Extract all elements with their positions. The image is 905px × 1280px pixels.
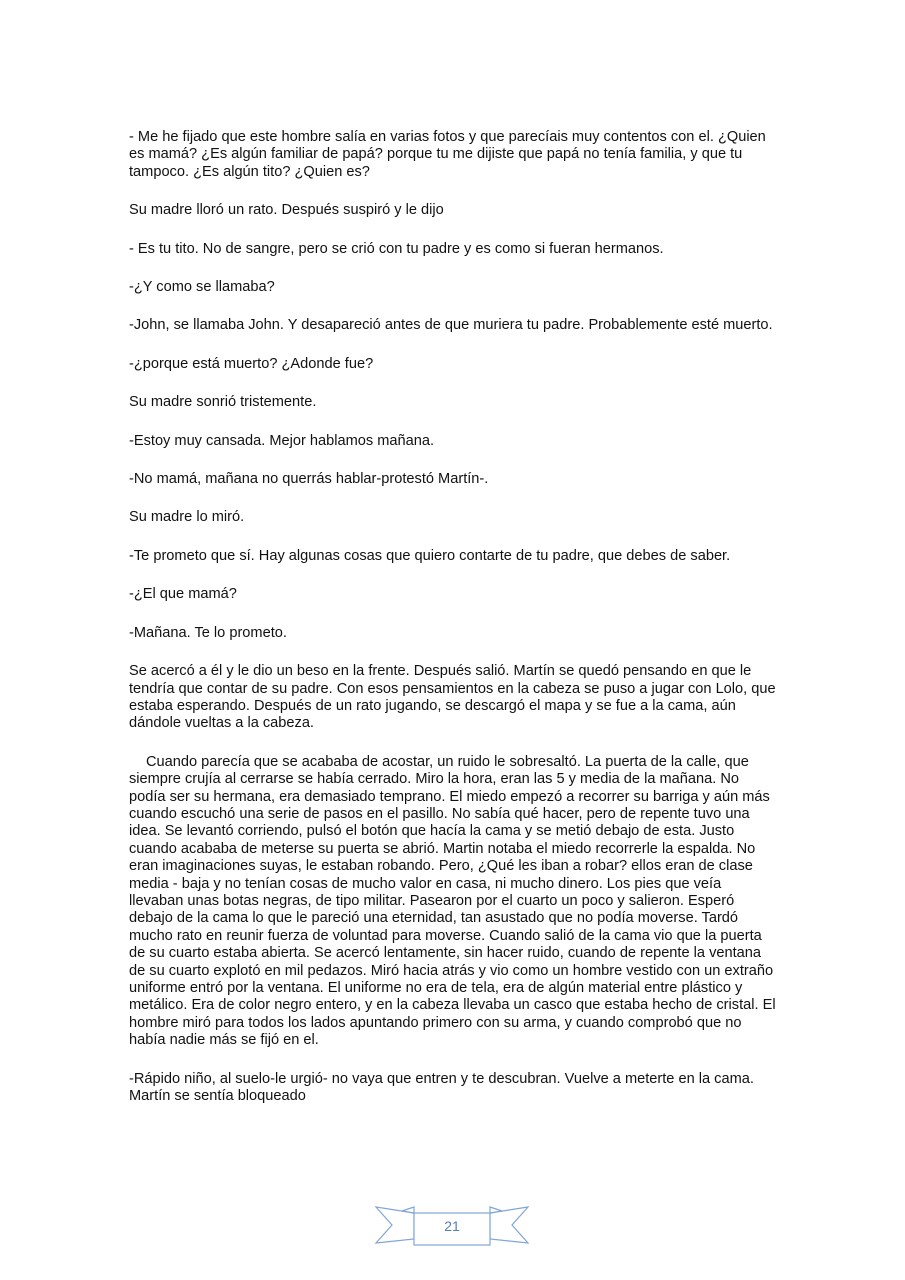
paragraph-14: Se acercó a él y le dio un beso en la frente. Después salió. Martín se quedó pensando en que le tendría que contar de su padre. Con esos pensamientos en la cabeza se puso a jugar con Lolo, que estaba esperando. Después de un rato jugando, se descargó el mapa y se fue a la cama, aún dándole vueltas a la cabeza. — [129, 663, 776, 732]
paragraph-7: Su madre sonrió tristemente. — [129, 394, 317, 411]
paragraph-4: -¿Y como se llamaba? — [129, 279, 275, 296]
paragraph-15: Cuando parecía que se acababa de acostar, un ruido le sobresaltó. La puerta de la calle, que siempre crujía al cerrarse se había cerrado. Miro la hora, eran las 5 y media de la mañana. No podía ser su hermana, era demasiado temprano. El miedo empezó a recorrer su barriga y aún más cuando escuchó una serie de pasos en el pasillo. No sabía qué hacer, pero de repente tuvo una idea. Se levantó corriendo, pulsó el botón que hacía la cama y se metió debajo de esta. Justo cuando acababa de meterse su puerta se abrió. Martin notaba el miedo recorrerle la espalda. No eran imaginaciones suyas, le estaban robando. Pero, ¿Qué les iban a robar? ellos eran de clase media - baja y no tenían cosas de mucho valor en casa, ni mucho dinero. Los pies que veía llevaban unas botas negras, de tipo militar. Pasearon por el cuarto un poco y salieron. Esperó debajo de la cama lo que le pareció una eternidad, tan asustado que no podía moverse. Tardó mucho rato en reunir fuerza de voluntad para moverse. Cuando salió de la cama vio que la puerta de su cuarto estaba abierta. Se acercó lentamente, sin hacer ruido, cuando de repente la ventana de su cuarto explotó en mil pedazos. Miró hacia atrás y vio como un hombre vestido con un extraño uniforme entró por la ventana. El uniforme no era de tela, era de algún material entre plástico y metálico. Era de color negro entero, y en la cabeza llevaba un casco que estaba hecho de cristal. El hombre miró para todos los lados apuntando primero con su arma, y cuando comprobó que no había nadie más se fijó en el. — [129, 753, 776, 1049]
paragraph-17: Martín se sentía bloqueado — [129, 1088, 306, 1105]
paragraph-5: -John, se llamaba John. Y desapareció antes de que muriera tu padre. Probablemente esté muerto. — [129, 317, 773, 334]
paragraph-3: - Es tu tito. No de sangre, pero se crió con tu padre y es como si fueran hermanos. — [129, 240, 664, 257]
paragraph-12: -¿El que mamá? — [129, 586, 237, 603]
page-number-ribbon — [374, 1203, 530, 1249]
paragraph-13: -Mañana. Te lo prometo. — [129, 624, 287, 641]
paragraph-9: -No mamá, mañana no querrás hablar-protestó Martín-. — [129, 471, 489, 488]
paragraph-8: -Estoy muy cansada. Mejor hablamos mañana. — [129, 432, 434, 449]
paragraph-2: Su madre lloró un rato. Después suspiró y le dijo — [129, 202, 444, 219]
body-text — [129, 129, 779, 1105]
paragraph-11: -Te prometo que sí. Hay algunas cosas que quiero contarte de tu padre, que debes de saber. — [129, 547, 731, 564]
paragraph-6: -¿porque está muerto? ¿Adonde fue? — [129, 355, 374, 372]
page-number: 21 — [444, 1218, 460, 1234]
paragraph-1: - Me he fijado que este hombre salía en varias fotos y que parecíais muy contentos con el. ¿Quien es mamá? ¿Es algún familiar de papá? porque tu me dijiste que papá no tenía familia, y que tu tampoco. ¿Es algún tito? ¿Quien es? — [129, 129, 766, 180]
paragraph-16: -Rápido niño, al suelo-le urgió- no vaya que entren y te descubran. Vuelve a meterte en la cama. — [129, 1070, 754, 1087]
paragraph-10: Su madre lo miró. — [129, 509, 245, 526]
